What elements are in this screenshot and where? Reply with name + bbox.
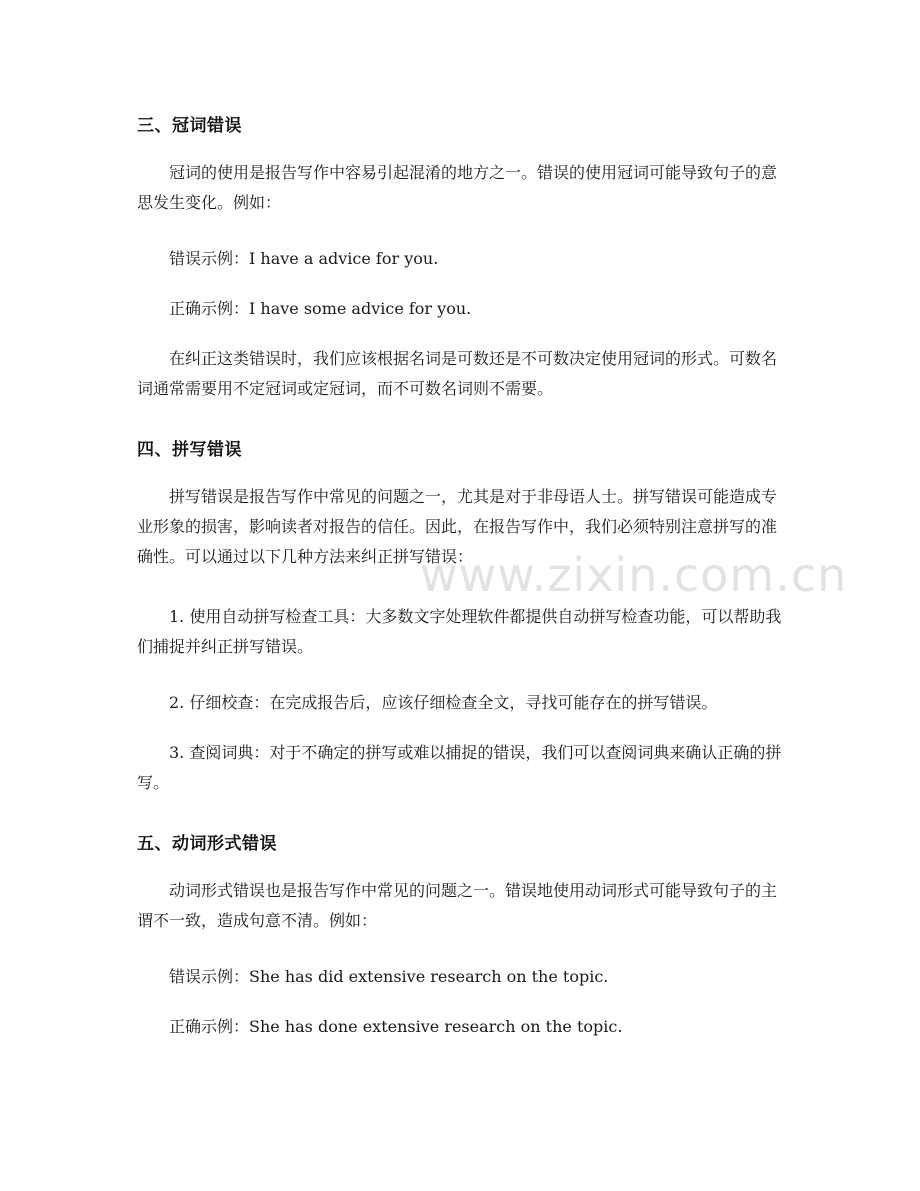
watermark: www.zixin.com.cn — [420, 548, 848, 602]
paragraph-verb-forms-intro: 动词形式错误也是报告写作中常见的问题之一。错误地使用动词形式可能导致句子的主谓不一致，造成句意不清。例如： — [137, 881, 778, 930]
paragraph-articles-intro: 冠词的使用是报告写作中容易引起混淆的地方之一。错误的使用冠词可能导致句子的意思发生变化。例如： — [137, 163, 778, 212]
paragraph-spelling-intro: 拼写错误是报告写作中常见的问题之一，尤其是对于非母语人士。拼写错误可能造成专业形象的损害，影响读者对报告的信任。因此，在报告写作中，我们必须特别注意拼写的准确性。可以通过以下几种方法来纠正拼写错误： — [137, 487, 778, 566]
paragraph-articles-explanation: 在纠正这类错误时，我们应该根据名词是可数还是不可数决定使用冠词的形式。可数名词通常需要用不定冠词或定冠词，而不可数名词则不需要。 — [137, 349, 778, 398]
section-heading-articles: 三、冠词错误 — [137, 116, 242, 136]
paragraph-spelling-method-1: 1. 使用自动拼写检查工具：大多数文字处理软件都提供自动拼写检查功能，可以帮助我们捕捉并纠正拼写错误。 — [137, 607, 782, 656]
paragraph-verb-forms-wrong-example: 错误示例：She has did extensive research on the topic. — [169, 967, 609, 986]
paragraph-articles-correct-example: 正确示例：I have some advice for you. — [169, 299, 472, 318]
paragraph-spelling-method-3: 3. 查阅词典：对于不确定的拼写或难以捕捉的错误，我们可以查阅词典来确认正确的拼写。 — [137, 743, 782, 792]
section-heading-verb-forms: 五、动词形式错误 — [137, 834, 277, 854]
paragraph-spelling-method-2: 2. 仔细校查：在完成报告后，应该仔细检查全文，寻找可能存在的拼写错误。 — [169, 693, 718, 712]
paragraph-articles-wrong-example: 错误示例：I have a advice for you. — [169, 249, 439, 268]
section-heading-spelling: 四、拼写错误 — [137, 440, 242, 460]
paragraph-verb-forms-correct-example: 正确示例：She has done extensive research on the topic. — [169, 1017, 623, 1036]
